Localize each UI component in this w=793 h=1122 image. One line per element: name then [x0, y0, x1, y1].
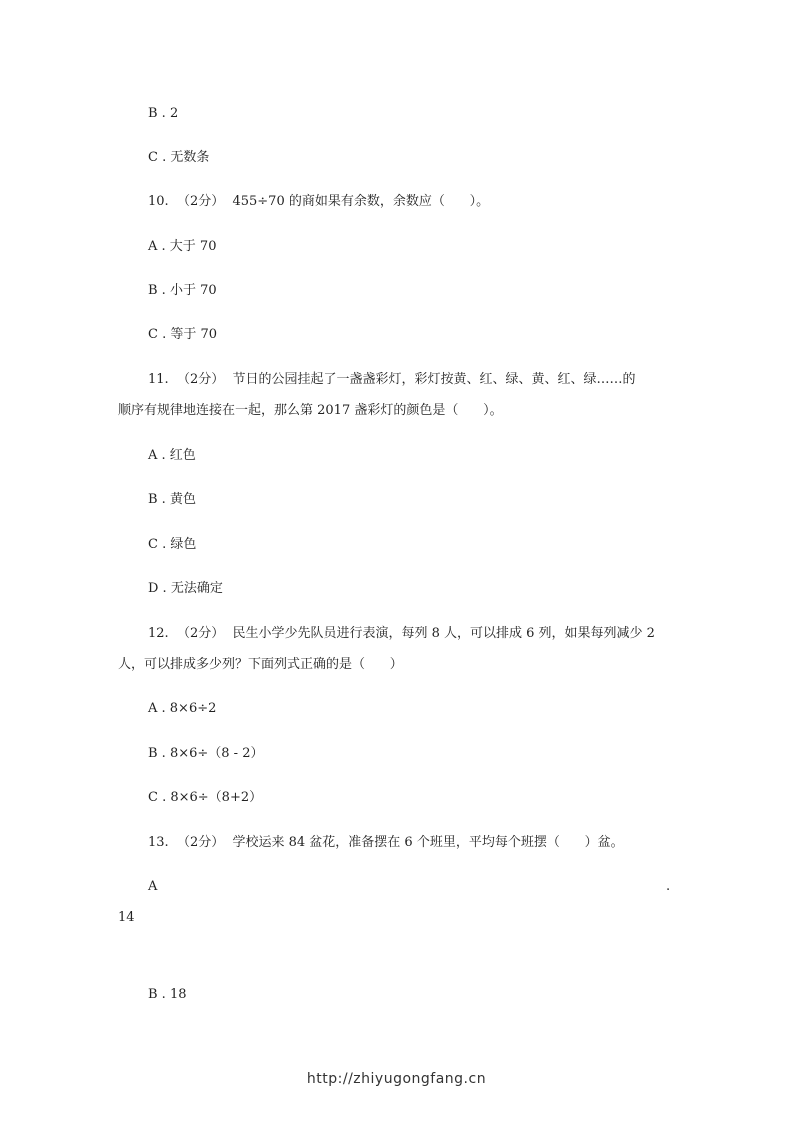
question-13: 13. （2分） 学校运来 84 盆花，准备摆在 6 个班里，平均每个班摆（ ）盆。	[148, 835, 624, 850]
question-11-cont: 顺序有规律地连接在一起，那么第 2017 盏彩灯的颜色是（ ）。	[118, 403, 503, 418]
q12-option-b: B . 8×6÷（8 - 2）	[148, 746, 264, 761]
option-b-line: B . 2	[148, 106, 179, 121]
q13-option-a-value: 14	[118, 910, 135, 925]
question-12: 12. （2分） 民生小学少先队员进行表演，每列 8 人，可以排成 6 列，如果每列减少 2	[148, 626, 655, 641]
q13-option-a-dot: .	[666, 879, 671, 894]
q13-option-a-label: A	[148, 879, 158, 894]
question-12-cont: 人，可以排成多少列？下面列式正确的是（ ）	[118, 657, 403, 672]
question-11: 11. （2分） 节日的公园挂起了一盏盏彩灯，彩灯按黄、红、绿、黄、红、绿……的	[148, 372, 636, 387]
option-c-line: C . 无数条	[148, 150, 210, 165]
q11-option-d: D . 无法确定	[148, 581, 223, 596]
question-10: 10. （2分） 455÷70 的商如果有余数，余数应（ ）。	[148, 194, 490, 209]
footer-url: http://zhiyugongfang.cn	[306, 1071, 487, 1087]
q13-option-b: B . 18	[148, 987, 187, 1002]
q12-option-c: C . 8×6÷（8+2）	[148, 790, 263, 805]
q12-option-a: A . 8×6÷2	[148, 701, 217, 716]
q10-option-c: C . 等于 70	[148, 327, 218, 342]
q10-option-b: B . 小于 70	[148, 283, 217, 298]
q10-option-a: A . 大于 70	[148, 239, 217, 254]
q11-option-a: A . 红色	[148, 448, 196, 463]
q11-option-c: C . 绿色	[148, 537, 197, 552]
q11-option-b: B . 黄色	[148, 492, 196, 507]
